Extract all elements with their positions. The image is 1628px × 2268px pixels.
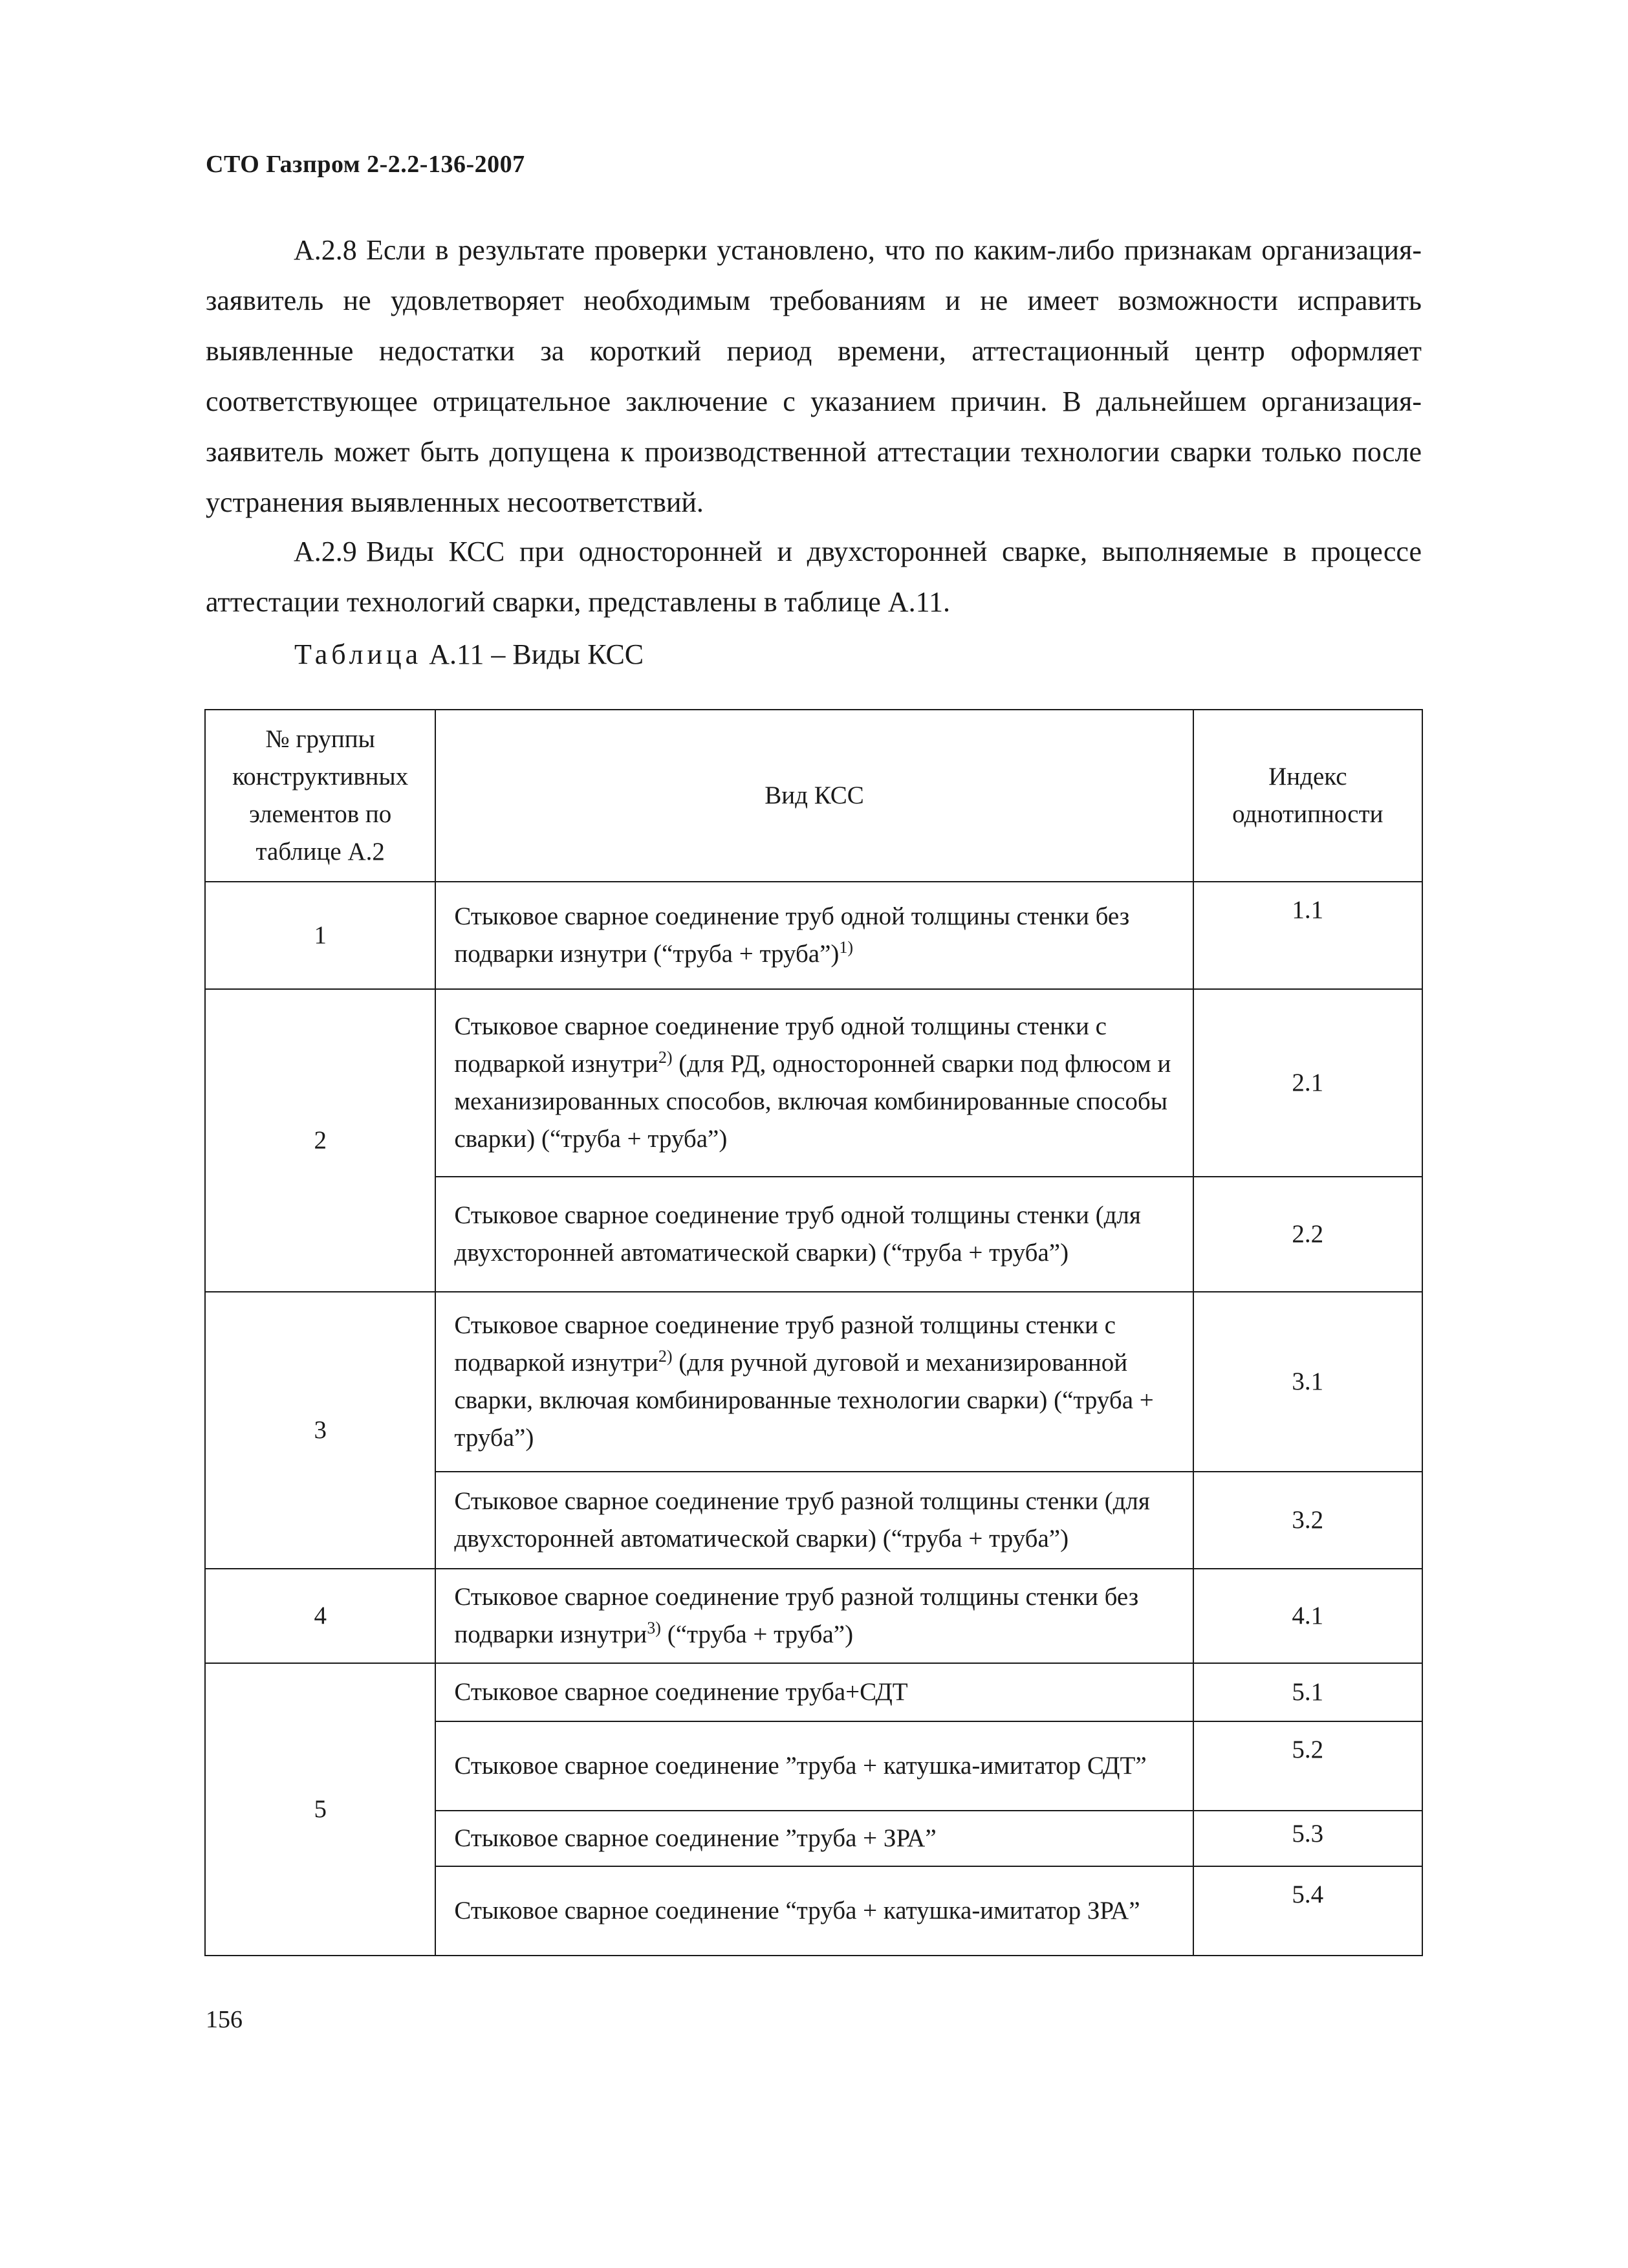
table-header-row bbox=[205, 710, 1422, 882]
kss-description: Стыковое сварное соединение труб разной толщины стенки (для двухсторонней автоматической сварки) (“труба + труба”) bbox=[435, 1472, 1193, 1569]
kss-description: Стыковое сварное соединение труб одной толщины стенки с подваркой изнутри$^{2)}$ (для РД, односторонней сварки под флюсом и механизированных способов, включая комбинированные способы сварки) (“труба + труба”) bbox=[435, 989, 1193, 1177]
table-caption-label: Таблица bbox=[294, 638, 422, 670]
header-kss-type: Вид КСС bbox=[435, 710, 1193, 882]
footnote-ref: 1) bbox=[839, 938, 854, 957]
kss-description: Стыковое сварное соединение труба+СДТ bbox=[435, 1663, 1193, 1721]
kss-description: Стыковое сварное соединение труб разной толщины стенки с подваркой изнутри$^{2)}$ (для ручной дуговой и механизированной сварки, включая комбинированные технологии сварки) (“труба + труба”) bbox=[435, 1292, 1193, 1472]
index-cell: 5.4 bbox=[1193, 1866, 1422, 1956]
kss-description: Стыковое сварное соединение ”труба + ЗРА” bbox=[435, 1811, 1193, 1866]
kss-types-table bbox=[204, 709, 1423, 1956]
kss-description: Стыковое сварное соединение труб одной толщины стенки без подварки изнутри (“труба + труба”)$^{1)}$ bbox=[435, 882, 1193, 989]
index-cell: 5.1 bbox=[1193, 1663, 1422, 1721]
table-row bbox=[205, 989, 1422, 1177]
table-row bbox=[205, 1663, 1422, 1721]
header-group-number: № группы конструктивных элементов по таблице А.2 bbox=[205, 710, 435, 882]
kss-description: Стыковое сварное соединение труб одной толщины стенки (для двухсторонней автоматической сварки) (“труба + труба”) bbox=[435, 1177, 1193, 1292]
kss-description: Стыковое сварное соединение труб разной толщины стенки без подварки изнутри$^{3)}$ (“труба + труба”) bbox=[435, 1569, 1193, 1663]
table-caption-number: А.11 bbox=[429, 638, 484, 670]
index-cell: 2.2 bbox=[1193, 1177, 1422, 1292]
kss-description: Стыковое сварное соединение “труба + катушка-имитатор ЗРА” bbox=[435, 1866, 1193, 1956]
group-cell: 4 bbox=[205, 1569, 435, 1663]
paragraph-text: Если в результате проверки установлено, что по каким-либо признакам организация-заявитель не удовлетворяет необходимым требованиям и не имеет возможности исправить выявленные недостатки за короткий период времени, аттестационный центр оформляет соответствующее отрицательное заключение с указанием причин. В дальнейшем организация-заявитель может быть допущена к производственной аттестации технологии сварки только после устранения выявленных несоответствий. bbox=[206, 234, 1422, 518]
index-cell: 5.3 bbox=[1193, 1811, 1422, 1866]
document-header: СТО Газпром 2-2.2-136-2007 bbox=[206, 151, 525, 178]
header-uniformity-index: Индекс однотипности bbox=[1193, 710, 1422, 882]
group-cell: 5 bbox=[205, 1663, 435, 1956]
group-cell: 2 bbox=[205, 989, 435, 1292]
table-caption-title: Виды КСС bbox=[512, 638, 644, 670]
table-caption-separator: – bbox=[491, 638, 506, 670]
index-cell: 3.2 bbox=[1193, 1472, 1422, 1569]
paragraph-number: А.2.9 bbox=[294, 536, 357, 567]
paragraph-number: А.2.8 bbox=[294, 234, 357, 266]
paragraph-a-2-9 bbox=[206, 527, 1422, 627]
group-cell: 1 bbox=[205, 882, 435, 989]
index-cell: 4.1 bbox=[1193, 1569, 1422, 1663]
index-cell: 3.1 bbox=[1193, 1292, 1422, 1472]
kss-description: Стыковое сварное соединение ”труба + катушка-имитатор СДТ” bbox=[435, 1721, 1193, 1811]
table-row bbox=[205, 1292, 1422, 1472]
table-row bbox=[205, 1569, 1422, 1663]
table-row bbox=[205, 882, 1422, 989]
footnote-ref: 3) bbox=[647, 1619, 661, 1637]
page-number: 156 bbox=[206, 2006, 243, 2033]
footnote-ref: 2) bbox=[658, 1048, 673, 1067]
paragraph-text: Виды КСС при односторонней и двухсторонней сварке, выполняемые в процессе аттестации технологий сварки, представлены в таблице А.11. bbox=[206, 536, 1422, 618]
table-caption bbox=[294, 638, 644, 671]
index-cell: 5.2 bbox=[1193, 1721, 1422, 1811]
paragraph-a-2-8 bbox=[206, 225, 1422, 528]
footnote-ref: 2) bbox=[658, 1347, 673, 1366]
index-cell: 1.1 bbox=[1193, 882, 1422, 989]
index-cell: 2.1 bbox=[1193, 989, 1422, 1177]
group-cell: 3 bbox=[205, 1292, 435, 1569]
